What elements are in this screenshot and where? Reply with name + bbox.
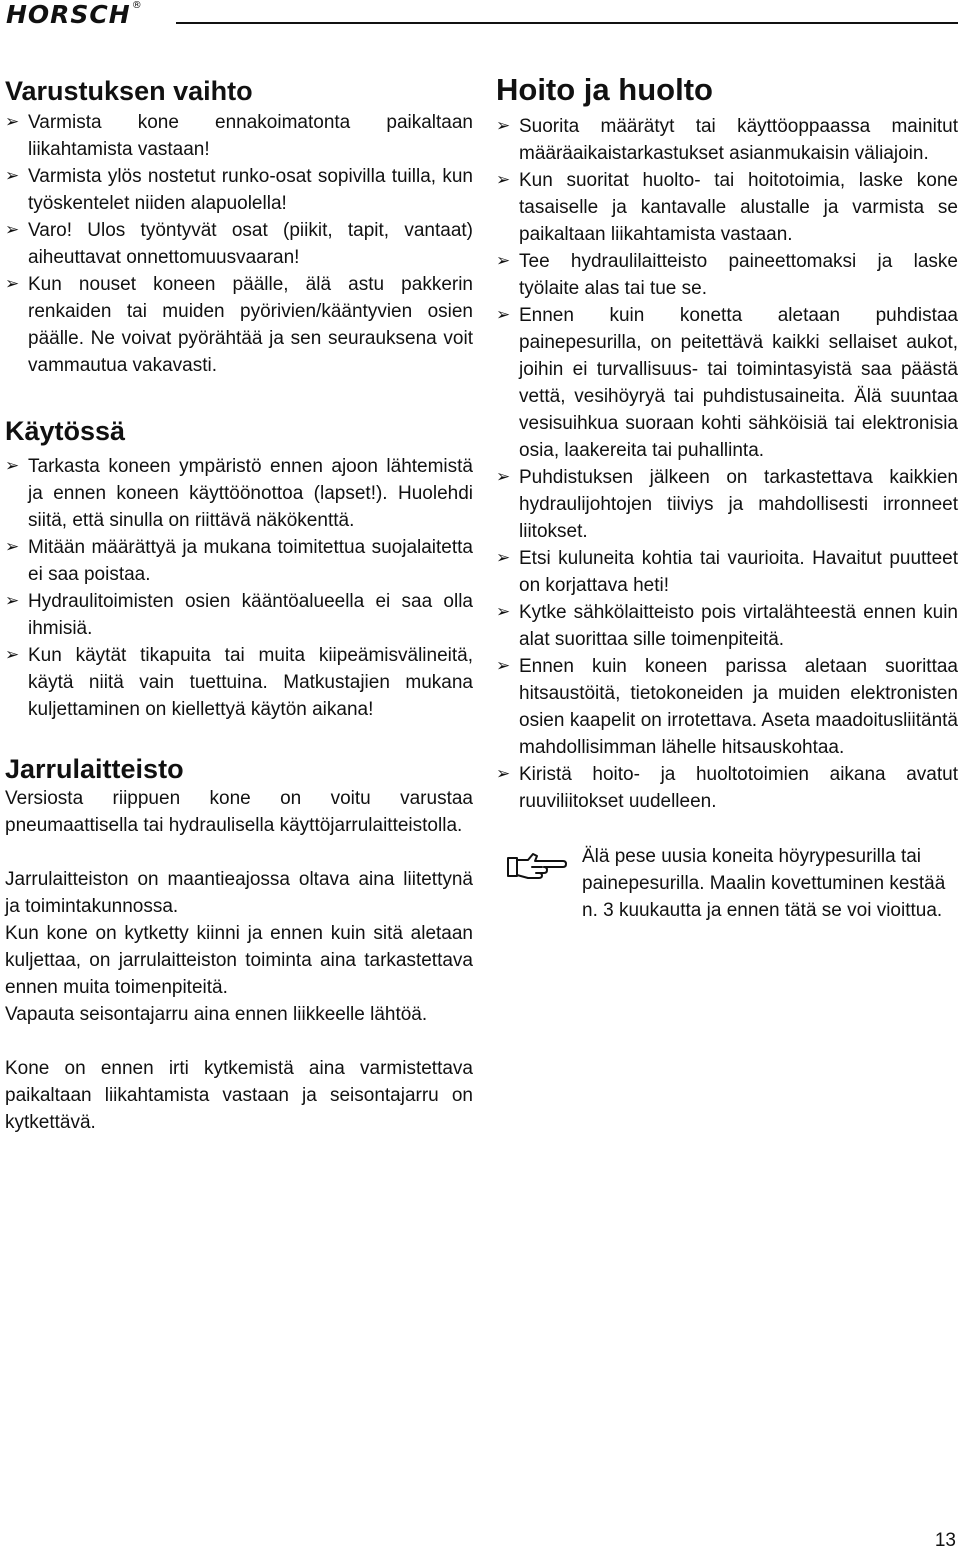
section-title-equipment-change: Varustuksen vaihto [5,76,253,106]
brand-logo [6,0,143,29]
arrow-bullet-icon: ➢ [496,764,511,784]
section-title-in-use: Käytössä [5,416,126,446]
list-item: ➢ Varmista kone ennakoimatonta paikaltaan liikahtamista vastaan! [5,109,473,163]
list-item: ➢ Hydraulitoimisten osien kääntöalueella ei saa olla ihmisiä. [5,588,473,642]
arrow-bullet-icon: ➢ [5,537,20,557]
arrow-bullet-icon: ➢ [5,591,20,611]
list-item: ➢ Kytke sähkölaitteisto pois virtalähteestä ennen kuin alat suorittaa sille toimenpiteitä. [496,599,958,653]
arrow-bullet-icon: ➢ [5,166,20,186]
list-item: ➢ Kun suoritat huolto- tai hoitotoimia, laske kone tasaiselle ja kantavalle alustalle ja varmista se paikaltaan liikahtamista vastaan. [496,167,958,248]
section-title-maintenance: Hoito ja huolto [496,72,713,107]
list-item: ➢ Puhdistuksen jälkeen on tarkastettava kaikkien hydraulijohtojen tiiviys ja mahdollisesti irronneet liitokset. [496,464,958,545]
list-item: ➢ Varmista ylös nostetut runko-osat sopivilla tuilla, kun työskentelet niiden alapuolella! [5,163,473,217]
brakes-paragraph-1: Versiosta riippuen kone on voitu varustaa pneumaattisella tai hydraulisella käyttöjarrulaitteistolla. [5,788,473,836]
pointing-hand-icon [506,849,568,881]
list-item: ➢ Kun käytät tikapuita tai muita kiipeämisvälineitä, käytä niitä vain tuettuina. Matkustajien mukana kuljettaminen on kiellettyä käytön aikana! [5,642,473,723]
arrow-bullet-icon: ➢ [496,548,511,568]
list-item: ➢ Kun nouset koneen päälle, älä astu pakkerin renkaiden tai muiden pyörivien/kääntyvien osien päälle. Ne voivat pyörähtää ja sen seurauksena voit vammautua vakavasti. [5,271,473,379]
arrow-bullet-icon: ➢ [5,274,20,294]
arrow-bullet-icon: ➢ [496,116,511,136]
arrow-bullet-icon: ➢ [496,656,511,676]
arrow-bullet-icon: ➢ [5,112,20,132]
cleaning-note [496,843,958,924]
left-column [5,72,473,1136]
brakes-paragraph-3: Kun kone on kytketty kiinni ja ennen kuin sitä aletaan kuljettaa, on jarrulaitteiston toiminta aina tarkastettava ennen muita toimenpiteitä. [5,923,473,998]
equipment-change-list [5,109,473,379]
list-item: ➢ Mitään määrättyä ja mukana toimitettua suojalaitetta ei saa poistaa. [5,534,473,588]
brakes-paragraph-2: Jarrulaitteiston on maantieajossa oltava aina liitettynä ja toimintakunnossa. [5,869,473,917]
arrow-bullet-icon: ➢ [496,251,511,271]
in-use-list [5,453,473,723]
brakes-paragraph-4: Vapauta seisontajarru aina ennen liikkeelle lähtöä. [5,1004,428,1025]
registered-mark: ® [131,0,143,11]
arrow-bullet-icon: ➢ [496,305,511,325]
right-column [496,72,958,924]
arrow-bullet-icon: ➢ [496,170,511,190]
list-item: ➢ Varo! Ulos työntyvät osat (piikit, tapit, vantaat) aiheuttavat onnettomuusvaaran! [5,217,473,271]
list-item: ➢ Ennen kuin koneen parissa aletaan suorittaa hitsaustöitä, tietokoneiden ja muiden elektronisten osien kaapelit on irrotettava. Aseta maadoitusliitäntä mahdollisimman lähelle hitsauskohtaa. [496,653,958,761]
section-title-brakes: Jarrulaitteisto [5,754,184,784]
list-item: ➢ Kiristä hoito- ja huoltotoimien aikana avatut ruuviliitokset uudelleen. [496,761,958,815]
arrow-bullet-icon: ➢ [496,467,511,487]
list-item: ➢ Suorita määrätyt tai käyttöoppaassa mainitut määräaikaistarkastukset asianmukaisin väliajoin. [496,113,958,167]
arrow-bullet-icon: ➢ [5,220,20,240]
note-text: Älä pese uusia koneita höyrypesurilla tai painepesurilla. Maalin kovettuminen kestää n. 3 kuukautta ja ennen tätä se voi vioittua. [582,846,946,921]
arrow-bullet-icon: ➢ [496,602,511,622]
maintenance-list [496,113,958,815]
page-header [0,0,960,40]
list-item: ➢ Ennen kuin konetta aletaan puhdistaa painepesurilla, on peitettävä kaikki sellaiset aukot, joihin ei turvallisuus- tai toimintasyistä saa päästä vettä, vesihöyryä tai puhdistusaineita. Älä suuntaa vesisuihkua suoraan kohti sähköisiä tai elektronisia osia, laakereita tai puhallinta. [496,302,958,464]
list-item: ➢ Etsi kuluneita kohtia tai vaurioita. Havaitut puutteet on korjattava heti! [496,545,958,599]
brakes-paragraph-5: Kone on ennen irti kytkemistä aina varmistettava paikaltaan liikahtamista vastaan ja seisontajarru on kytkettävä. [5,1058,473,1133]
arrow-bullet-icon: ➢ [5,645,20,665]
arrow-bullet-icon: ➢ [5,456,20,476]
header-rule [176,22,958,24]
list-item: ➢ Tee hydraulilaitteisto paineettomaksi ja laske työlaite alas tai tue se. [496,248,958,302]
list-item: ➢ Tarkasta koneen ympäristö ennen ajoon lähtemistä ja ennen koneen käyttöönottoa (lapset!). Huolehdi siitä, että sinulla on riittävä näkökenttä. [5,453,473,534]
page-number: 13 [934,1530,956,1551]
brand-name: HORSCH [6,0,131,29]
